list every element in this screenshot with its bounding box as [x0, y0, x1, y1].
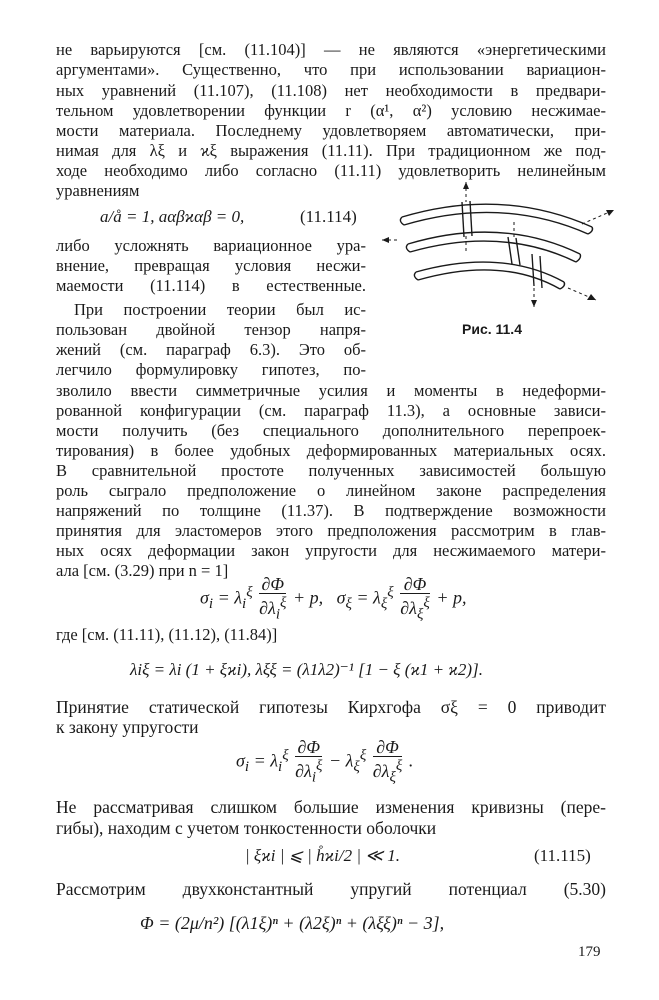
text-line: мости получить (без специального дополнительного перепроек- [56, 421, 606, 440]
text-line: ных уравнений (11.107), (11.108) нет необходимости в предвари- [56, 81, 606, 100]
arrow-icon [531, 300, 537, 307]
text-line: мости материала. Последнему удовлетворяем автоматически, при- [56, 121, 606, 140]
text-line: нимая для λξ и ϰξ выражения (11.11). При традиционном же под- [56, 141, 606, 160]
shell-element-figure [382, 182, 622, 312]
text-line: принятия для эластомеров этого предположения рассмотрим в глав- [56, 521, 606, 540]
text-line: легчило формулировку гипотез, по- [56, 360, 366, 379]
equation-11-115: | ξϰi | ⩽ | h̊ϰi/2 | ≪ 1. [245, 846, 401, 865]
text-line: либо усложнять вариационное ура- [56, 236, 366, 255]
arrow-icon [382, 237, 389, 243]
layer-arc [418, 270, 560, 289]
equation-sigma-elastic: $\sigma_i = \lambda_i^\xi$ $\frac{\partial\Phi}{\partial\lambda_i^\xi}$ + p, $\sigma_\xi = \lambda_\xi^\xi$ $\frac{\partial\Phi}{\partial\lambda_\xi^\xi}$ + p, [200, 574, 467, 623]
arrow-icon [587, 294, 596, 300]
equation-number: (11.114) [300, 207, 357, 226]
text-line: уравнениям [56, 181, 140, 200]
text-line: тельном удовлетворении функции r (α¹, α²) условию несжимае- [56, 101, 606, 120]
layer-arc [408, 232, 580, 254]
text-line: тирования) в более удобных деформированных материальных осях. [56, 441, 606, 460]
equation-body: a/å = 1, aαβϰαβ = 0, [100, 207, 245, 226]
text-line: жений (см. параграф 6.3). Это об- [56, 340, 366, 359]
equation-sigma-kirchhoff: $\sigma_i = \lambda_i^\xi$ $\frac{\partial\Phi}{\partial\lambda_i^\xi}$ − $\lambda_\xi^\xi$ $\frac{\partial\Phi}{\partial\lambda_\xi^\xi}$ . [236, 737, 414, 786]
equation-11-114 [100, 207, 244, 227]
text-line: Принятие статической гипотезы Кирхгофа σξ = 0 приводит [56, 697, 606, 717]
text-line: При построении теории был ис- [74, 300, 366, 319]
equation-number: (11.115) [534, 846, 591, 865]
text-line: к закону упругости [56, 717, 199, 737]
text-line: Не рассматривая слишком большие изменения кривизны (пере- [56, 797, 606, 817]
equation-lambda: λiξ = λi (1 + ξϰi), λξξ = (λ1λ2)⁻¹ [1 − ξ (ϰ1 + ϰ2)]. [130, 660, 483, 679]
arrow-icon [606, 210, 614, 216]
text-line: Рассмотрим двухконстантный упругий потенциал (5.30) [56, 879, 606, 899]
text-line: ных осях деформации закон упругости для несжимаемого матери- [56, 541, 606, 560]
text-line: гибы), находим с учетом тонкостенности оболочки [56, 818, 437, 838]
text-line: роль сыграло предположение о линейном законе распределения [56, 481, 606, 500]
text-line: ала [см. (3.29) при n = 1] [56, 561, 229, 580]
text-line: где [см. (11.11), (11.12), (11.84)] [56, 625, 278, 644]
layer-arc [410, 241, 576, 262]
layer-arc [402, 204, 592, 227]
text-line: внение, превращая условия несжи- [56, 256, 366, 275]
text-line: напряжений по толщине (11.37). В подтверждение возможности [56, 501, 606, 520]
text-line: рованной конфигурации (см. параграф 11.3), а основные зависи- [56, 401, 606, 420]
text-line: пользован двойной тензор напря- [56, 320, 366, 339]
text-line: В сравнительной простоте полученных зависимостей большую [56, 461, 606, 480]
text-line: ходе необходимо либо согласно (11.11) удовлетворить нелинейным [56, 161, 606, 180]
text-line: аргументами». Существенно, что при использовании вариацион- [56, 60, 606, 79]
text-line: зволило ввести симметричные усилия и моменты в недеформи- [56, 381, 606, 400]
equation-potential: Φ = (2μ/n²) [(λ1ξ)ⁿ + (λ2ξ)ⁿ + (λξξ)ⁿ − 3], [140, 913, 445, 933]
text-line: маемости (11.114) в естественные. [56, 276, 366, 295]
arrow-icon [463, 182, 469, 189]
page-number: 179 [578, 944, 601, 960]
text-line: не варьируются [см. (11.104)] — не являются «энергетическими [56, 40, 606, 59]
figure-caption: Рис. 11.4 [462, 321, 522, 337]
